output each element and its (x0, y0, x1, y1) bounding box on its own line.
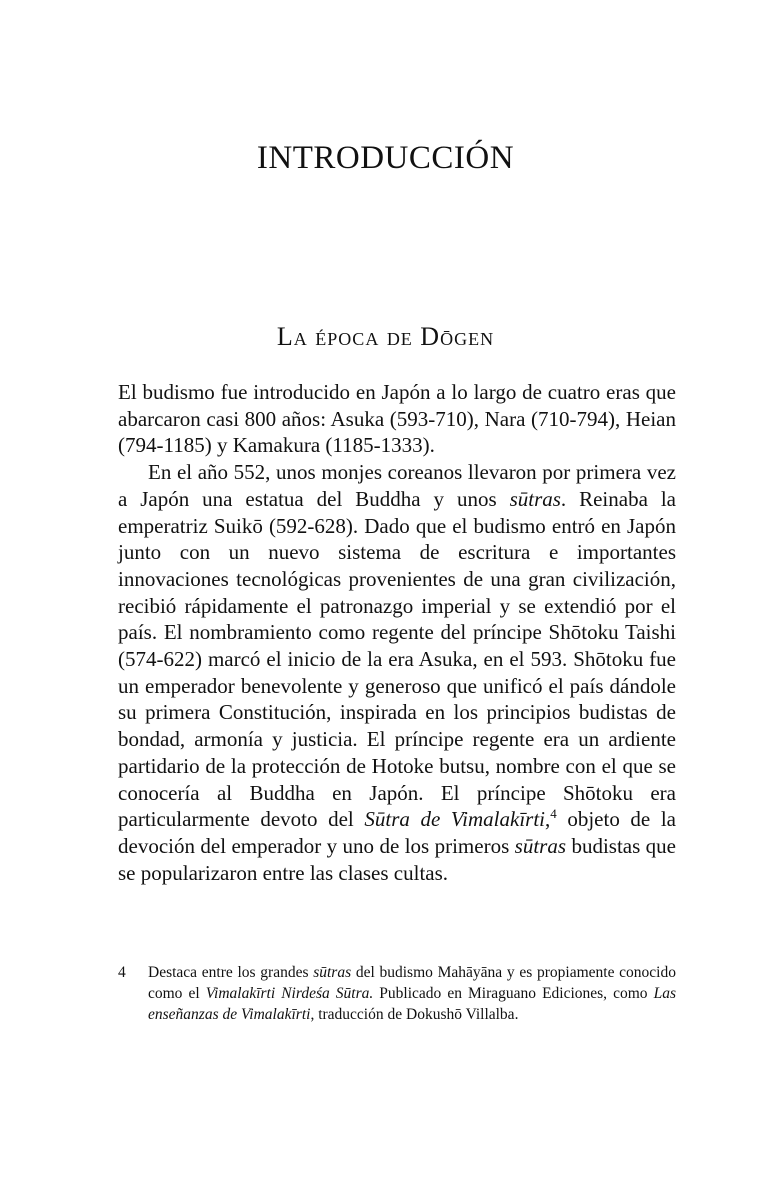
section-title: La época de Dōgen (276, 322, 495, 351)
footnote-text-c: del budismo Mahāyāna y es propiamente conocido como el (148, 964, 676, 1002)
paragraph-2-text-c: . Reinaba la emperatriz Suikō (592-628). Dado que el budismo entró en Japón junto con un nuevo sistema de escritura e importantes innovaciones tecnológicas provenientes de una gran civilización, recibió rápidamente el patronazgo imperial y se extendió por el país. El nombramiento como regente del príncipe Shōtoku Taishi (574-622) marcó el inicio de la era Asuka, en el 593. Shōtoku fue un emperador benevolente y generoso que unificó el país dándole su primera Constitución, inspirada en los principios budistas de bondad, armonía y justicia. El príncipe regente era un ardiente partidario de la protección de Hotoke butsu, nombre con el que se conocería al Buddha en Japón. El príncipe Shōtoku era particularmente devoto del (118, 486, 676, 832)
paragraph-2-italic-vimalakirti: Sūtra de Vimalakīrti (364, 807, 545, 832)
paragraph-2 (118, 459, 676, 886)
footnote-number: 4 (118, 964, 126, 981)
footnote-italic-title: Vimalakīrti Nirdeśa Sūtra. (205, 985, 374, 1002)
footnote-text-g: , traducción de Dokushō Villalba. (310, 1006, 519, 1023)
footnote-italic-sutras: sūtras (313, 964, 352, 981)
paragraph-1: El budismo fue introducido en Japón a lo largo de cuatro eras que abarcaron casi 800 años: Asuka (593-710), Nara (710-794), Heian (794-1185) y Kamakura (1185-1333). (118, 380, 676, 458)
paragraph-2-italic-sutras-2: sūtras (514, 833, 567, 858)
paragraph-2-italic-sutras: sūtras (509, 486, 561, 511)
footnote-italic-book: Las enseñanzas de Vimalakīrti (148, 985, 676, 1023)
footnote-reference[interactable]: 4 (550, 806, 557, 822)
chapter-title: INTRODUCCIÓN (256, 140, 515, 176)
paragraph-2-text-i: budistas que se popularizaron entre las clases cultas. (118, 833, 677, 885)
footnote-text-a: Destaca entre los grandes (148, 964, 314, 981)
body-text (118, 379, 676, 886)
footnote-text-e: Publicado en Miraguano Ediciones, como (373, 985, 654, 1002)
footnotes (118, 962, 676, 1025)
paragraph-2-text-g: objeto de la devoción del emperador y uno de los primeros (118, 807, 677, 858)
paragraph-2-text-a: En el año 552, unos monjes coreanos llevaron por primera vez a Japón una estatua del Buddha y unos (118, 460, 676, 511)
footnote (118, 962, 676, 1025)
paragraph-2-text-e: , (545, 807, 551, 832)
